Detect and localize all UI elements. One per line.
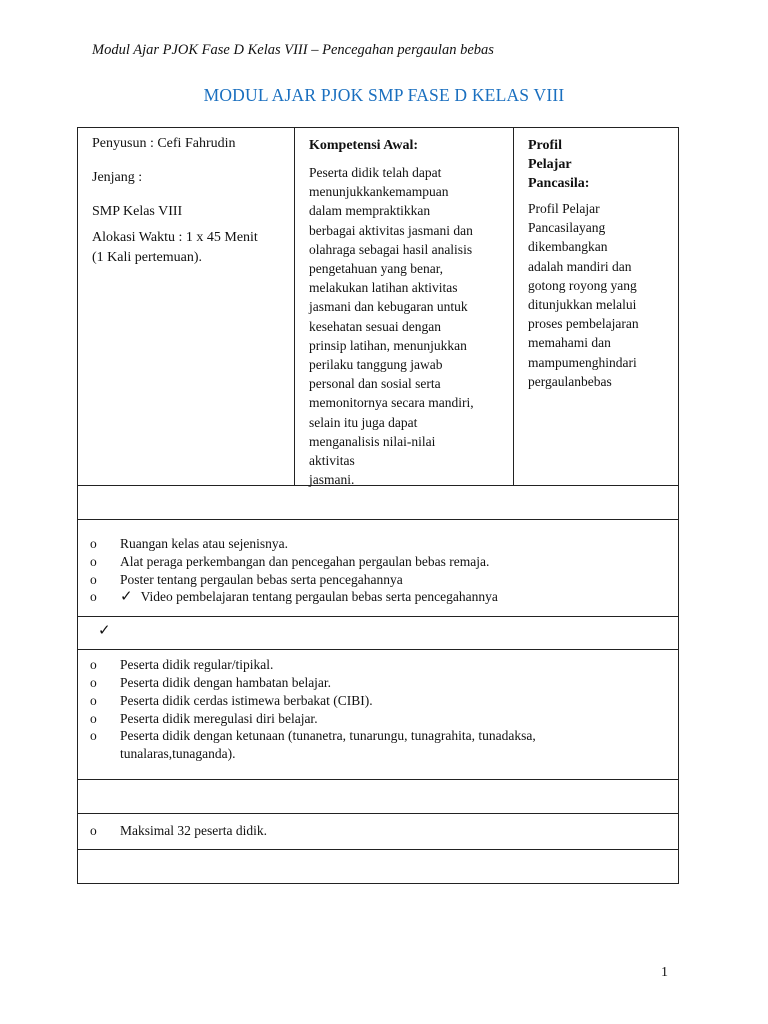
document-title: MODUL AJAR PJOK SMP FASE D KELAS VIII bbox=[203, 85, 565, 105]
profil-heading: Profil Pelajar Pancasila: bbox=[528, 138, 590, 191]
checkmark-icon: ✓ bbox=[120, 589, 133, 606]
running-header: Modul Ajar PJOK Fase D Kelas VIII – Pencegahan pergaulan bebas bbox=[92, 42, 494, 58]
profil-text: Profil Pelajar Pancasilayang dikembangkan adalah mandiri dan gotong royong yang ditunjukkan melalui proses pembelajaran memahami dan mampumenghindari pergaulanbebas bbox=[528, 201, 639, 389]
bullet-icon: o bbox=[90, 692, 97, 708]
list-item: o Maksimal 32 peserta didik. bbox=[90, 822, 267, 838]
alokasi-text: Alokasi Waktu : 1 x 45 Menit (1 Kali pertemuan). bbox=[92, 230, 258, 265]
identity-cell bbox=[78, 128, 295, 485]
empty-row bbox=[77, 780, 679, 814]
bullet-icon: o bbox=[90, 822, 97, 838]
module-table bbox=[77, 127, 679, 884]
list-item: o Peserta didik regular/tipikal. bbox=[90, 657, 274, 673]
bullet-icon: o bbox=[90, 553, 97, 569]
list-item: o Peserta didik dengan ketunaan (tunanetra, tunarungu, tunagrahita, tunadaksa, tunalaras,tunaganda). bbox=[90, 728, 536, 762]
checkmark-row bbox=[77, 617, 679, 650]
list-item: o Peserta didik cerdas istimewa berbakat (CIBI). bbox=[90, 692, 373, 708]
identity-row bbox=[77, 127, 679, 486]
target-list bbox=[77, 650, 679, 780]
empty-row bbox=[77, 486, 679, 520]
checkmark-icon: ✓ bbox=[98, 623, 111, 640]
profil-cell bbox=[514, 128, 678, 485]
bullet-icon: o bbox=[90, 571, 97, 587]
bullet-icon: o bbox=[90, 710, 97, 726]
list-item: o ✓ Video pembelajaran tentang pergaulan bebas serta pencegahannya bbox=[90, 589, 498, 606]
list-item: o Ruangan kelas atau sejenisnya. bbox=[90, 536, 288, 551]
empty-row bbox=[77, 850, 679, 884]
bullet-icon: o bbox=[90, 728, 97, 744]
list-item: o Poster tentang pergaulan bebas serta pencegahannya bbox=[90, 571, 403, 587]
bullet-icon: o bbox=[90, 657, 97, 673]
penyusun-text: Penyusun : Cefi Fahrudin bbox=[92, 136, 236, 151]
list-item: o Peserta didik meregulasi diri belajar. bbox=[90, 710, 318, 726]
bullet-icon: o bbox=[90, 674, 97, 690]
sarana-list bbox=[77, 520, 679, 617]
kompetensi-heading: Kompetensi Awal: bbox=[309, 138, 419, 153]
kelas-text: SMP Kelas VIII bbox=[92, 204, 183, 219]
list-item: o Peserta didik dengan hambatan belajar. bbox=[90, 674, 332, 690]
kompetensi-cell bbox=[295, 128, 514, 488]
kompetensi-text: Peserta didik telah dapat menunjukkankemampuan dalam mempraktikkan berbagai aktivitas jasmani dan olahraga sebagai hasil analisis pengetahuan yang benar, melakukan latihan aktivitas jasmani dan kebugaran untuk kesehatan sesuai dengan prinsip latihan, menunjukkan perilaku tanggung jawab personal dan sosial serta memonitornya secara mandiri, selain itu juga dapat menganalisis nilai-nilai aktivitas jasmani. bbox=[309, 165, 474, 488]
page-number: 1 bbox=[661, 965, 668, 980]
bullet-icon: o bbox=[90, 536, 97, 551]
jumlah-list bbox=[77, 814, 679, 850]
bullet-icon: o bbox=[90, 589, 97, 605]
jenjang-text: Jenjang : bbox=[92, 170, 143, 185]
list-item: o Alat peraga perkembangan dan pencegahan pergaulan bebas remaja. bbox=[90, 553, 490, 569]
